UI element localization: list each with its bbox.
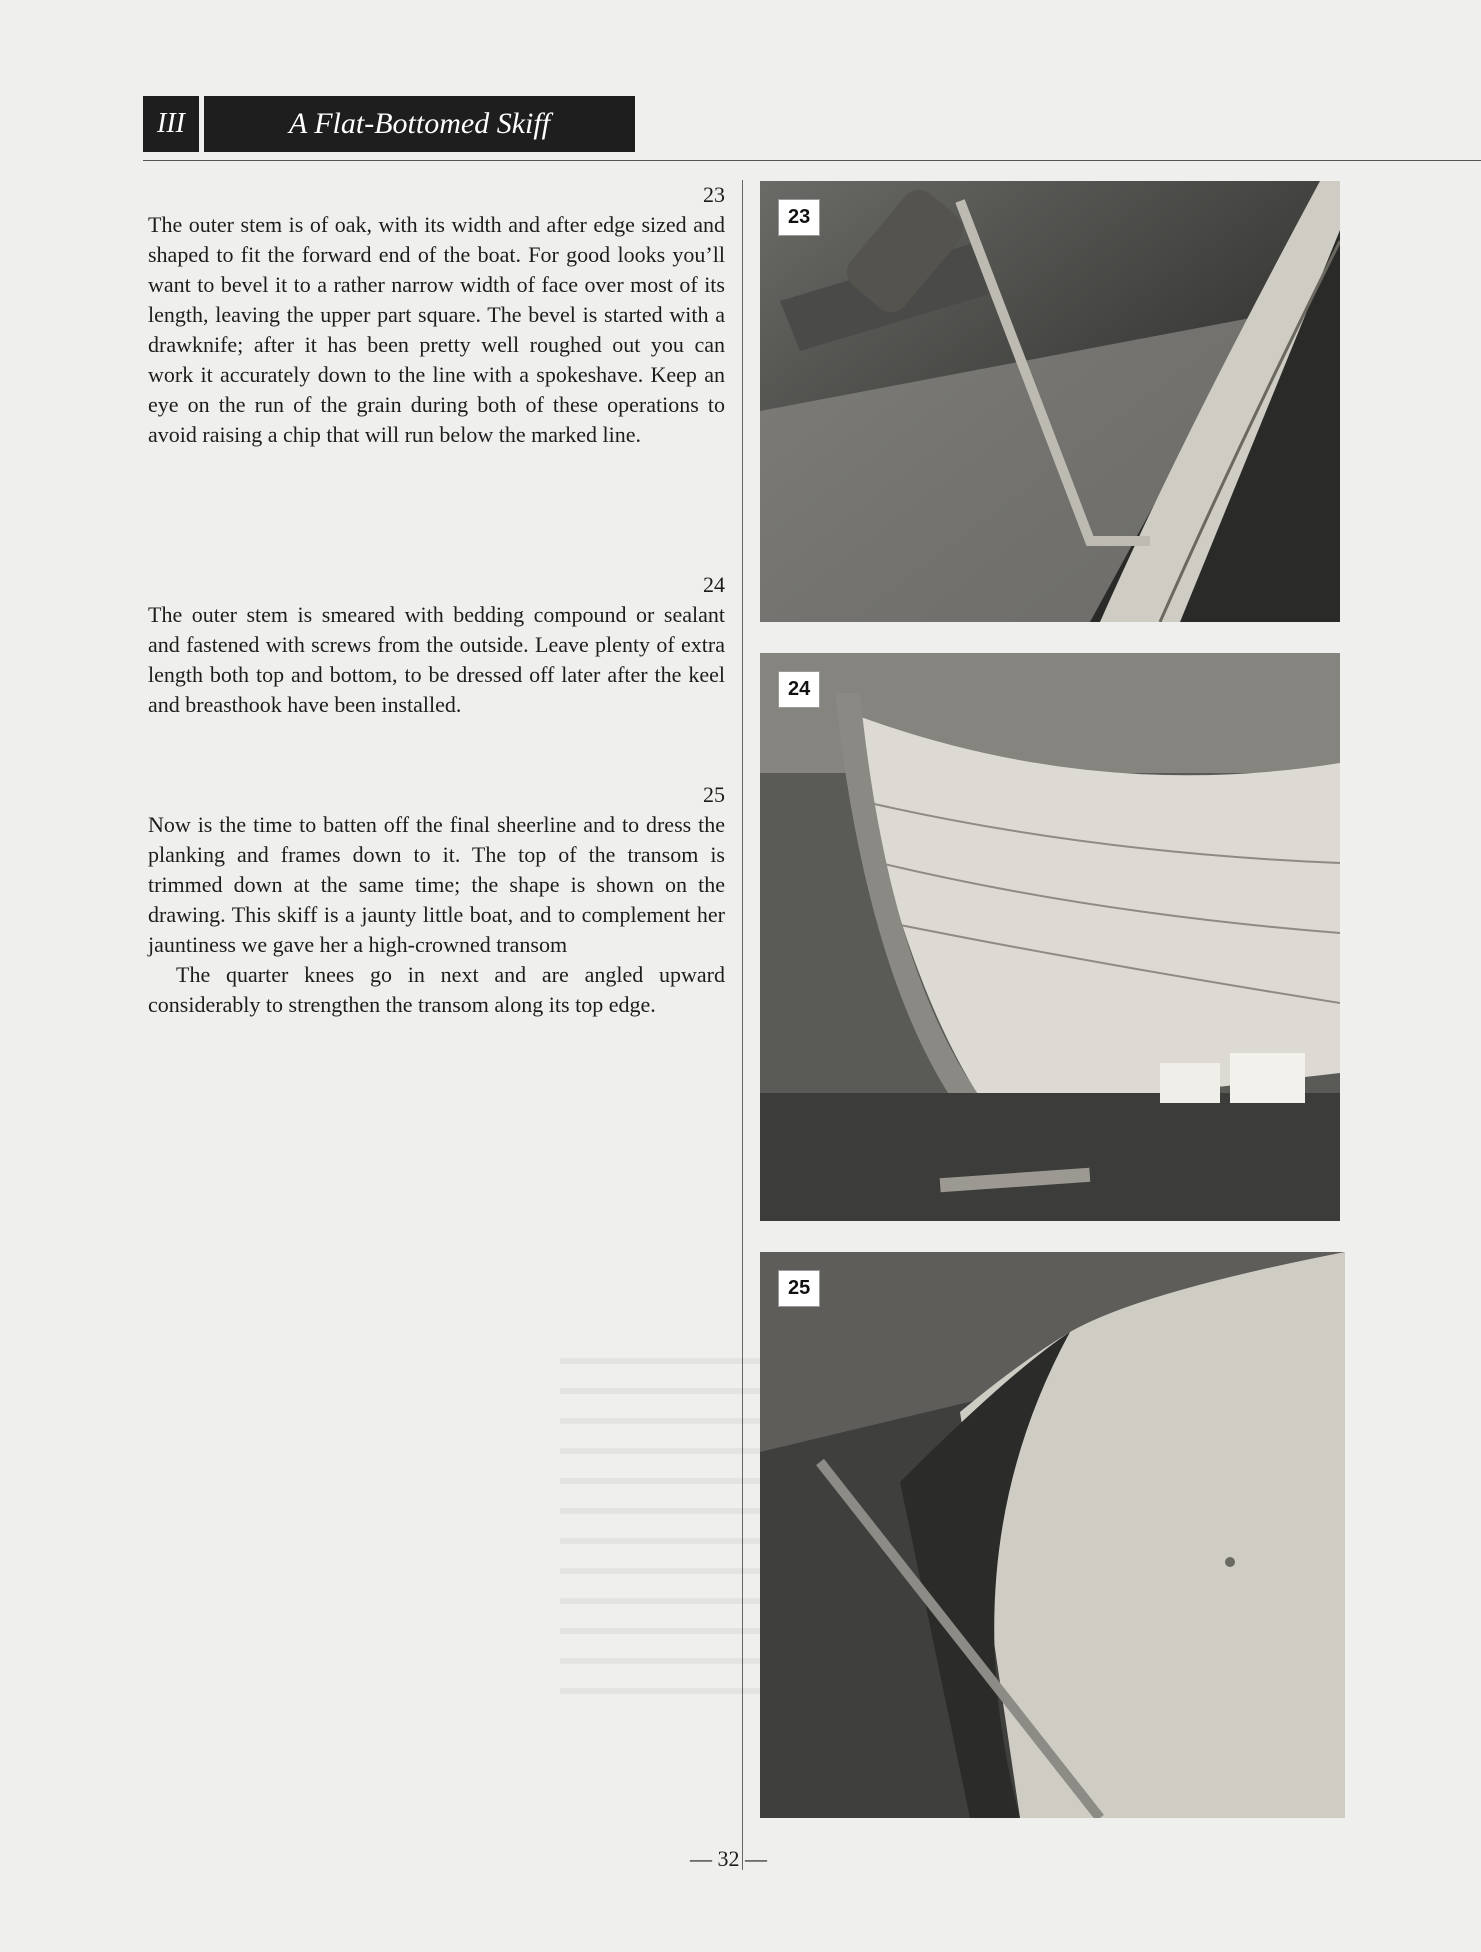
header-rule	[143, 160, 1481, 161]
step-paragraph: The outer stem is smeared with bedding compound or sealant and fastened with screws from the outside. Leave plenty of extra length both top and bottom, to be dressed off later after the keel and breasthook have been installed.	[148, 602, 725, 717]
photo-23	[760, 181, 1340, 622]
photo-label: 25	[778, 1270, 820, 1307]
photo-24-image	[760, 653, 1340, 1221]
step-paragraph: The quarter knees go in next and are angled upward considerably to strengthen the transom along its top edge.	[148, 962, 725, 1017]
photo-23-image	[760, 181, 1340, 622]
step-number: 25	[703, 782, 725, 807]
chapter-number: III	[143, 96, 199, 152]
page-number: — 32 —	[690, 1846, 767, 1871]
photo-24	[760, 653, 1340, 1221]
chapter-title: A Flat-Bottomed Skiff	[204, 96, 635, 152]
photo-25-image	[760, 1252, 1345, 1818]
step-25-text	[148, 780, 725, 1020]
step-24-text	[148, 570, 725, 720]
photo-25	[760, 1252, 1345, 1818]
step-23-text	[148, 180, 725, 450]
photo-label: 24	[778, 671, 820, 708]
step-paragraph: The outer stem is of oak, with its width and after edge sized and shaped to fit the forward end of the boat. For good looks you’ll want to bevel it to a rather narrow width of face over most of its length, leaving the upper part square. The bevel is started with a drawknife; after it has been pretty well roughed out you can work it accurately down to the line with a spokeshave. Keep an eye on the run of the grain during both of these operations to avoid raising a chip that will run below the marked line.	[148, 212, 725, 447]
step-number: 24	[703, 572, 725, 597]
step-number: 23	[703, 182, 725, 207]
running-header	[143, 96, 635, 152]
photo-label: 23	[778, 199, 820, 236]
step-paragraph: Now is the time to batten off the final sheerline and to dress the planking and frames down to it. The top of the transom is trimmed down at the same time; the shape is shown on the drawing. This skiff is a jaunty little boat, and to complement her jauntiness we gave her a high-crowned transom	[148, 812, 725, 957]
